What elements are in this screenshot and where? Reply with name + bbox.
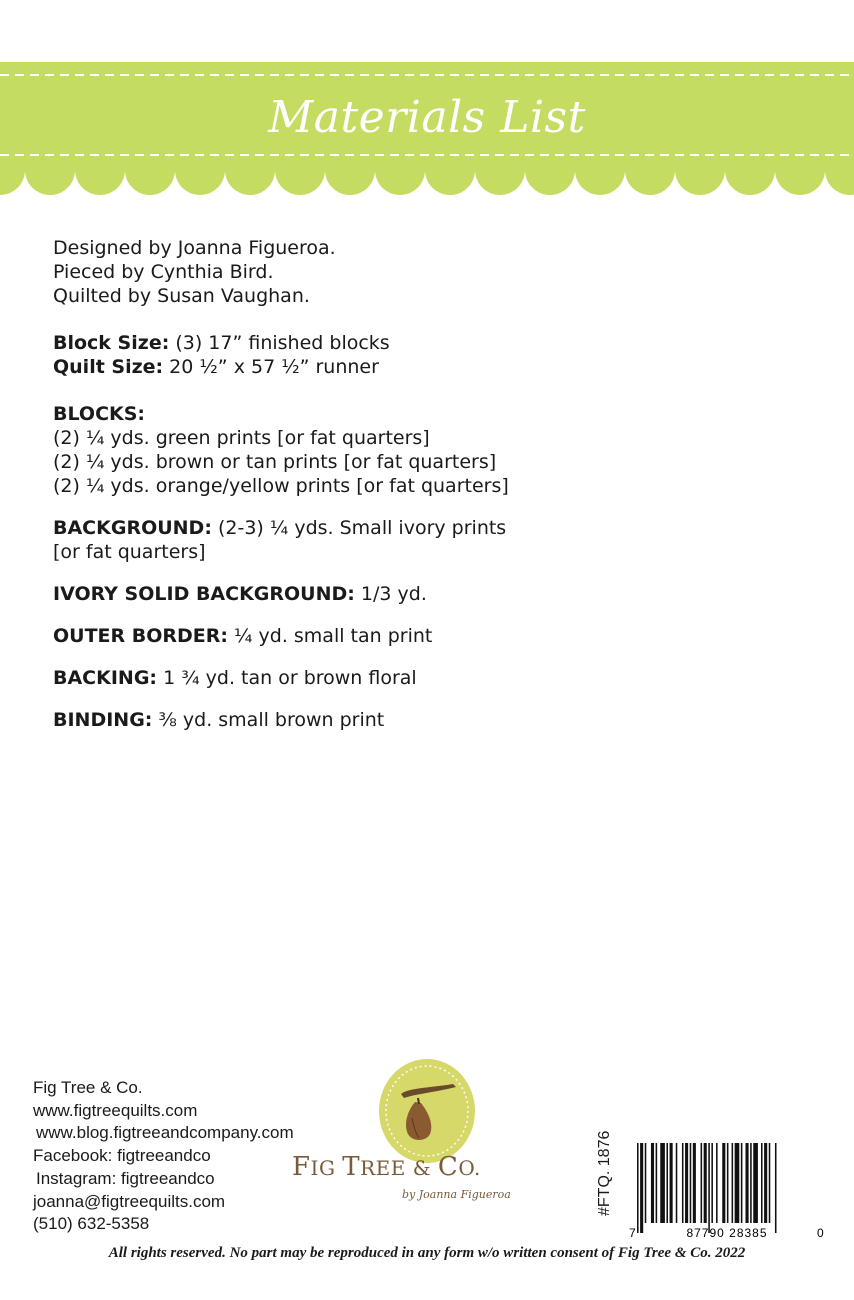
sku-code: #FTQ. 1876 — [596, 1130, 613, 1216]
barcode-bar — [716, 1143, 718, 1223]
banner-scallop — [575, 145, 625, 195]
banner-scallop — [325, 145, 375, 195]
outer-border-line — [53, 624, 813, 648]
banner-scallop — [225, 145, 275, 195]
barcode-bar — [769, 1143, 771, 1223]
website-link[interactable]: www.figtreequilts.com — [33, 1100, 198, 1120]
barcode-bar — [761, 1143, 763, 1223]
barcode-bar — [708, 1143, 710, 1233]
barcode-digits: 87790 28385 — [686, 1226, 768, 1240]
blocks-item: (2) ¼ yds. orange/yellow prints [or fat quarters] — [53, 475, 509, 497]
credit-quilter: Quilted by Susan Vaughan. — [53, 285, 310, 307]
barcode-bar — [764, 1143, 767, 1223]
ivory-label: IVORY SOLID BACKGROUND: — [53, 583, 355, 605]
ivory-value: 1/3 yd. — [354, 583, 427, 605]
banner-scallop — [625, 145, 675, 195]
barcode-bar — [637, 1143, 639, 1233]
blocks-heading — [53, 402, 813, 426]
background-line-2: [or fat quarters] — [53, 541, 206, 563]
banner-scallop — [175, 145, 225, 195]
barcode-digit-left: 7 — [629, 1226, 636, 1240]
contact-info — [33, 1077, 294, 1236]
barcode-bar — [682, 1143, 684, 1223]
blocks-item: (2) ¼ yds. green prints [or fat quarters] — [53, 427, 430, 449]
copyright-notice: All rights reserved. No part may be reproduced in any form w/o written consent of Fig Tree & Co. 2022 — [108, 1245, 746, 1261]
blog-link[interactable]: www.blog.figtreeandcompany.com — [36, 1123, 294, 1143]
page-title: Materials List — [268, 92, 586, 143]
barcode-bar — [722, 1143, 725, 1223]
outer-border-value: ¼ yd. small tan print — [228, 625, 433, 647]
background-value: (2-3) ¼ yds. Small ivory prints — [211, 517, 507, 539]
barcode-bar — [660, 1143, 665, 1223]
barcode-bar — [735, 1143, 740, 1223]
logo-wordmark — [292, 1152, 481, 1182]
banner-scallop — [725, 145, 775, 195]
barcode-bar — [775, 1143, 777, 1233]
ivory-line — [53, 582, 813, 606]
barcode-bar — [690, 1143, 692, 1223]
banner-scallop — [125, 145, 175, 195]
barcode-bar — [732, 1143, 734, 1223]
barcode-bar — [651, 1143, 654, 1223]
email-link[interactable]: joanna@figtreequilts.com — [33, 1191, 226, 1211]
quilt-size — [53, 355, 813, 379]
barcode-bar — [656, 1143, 658, 1223]
barcode-bar — [750, 1143, 752, 1223]
background-line — [53, 516, 813, 540]
company-name: Fig Tree & Co. — [33, 1078, 143, 1097]
barcode-bar — [640, 1143, 643, 1233]
barcode-bar — [711, 1143, 713, 1223]
credit-piecer: Pieced by Cynthia Bird. — [53, 261, 274, 283]
barcode-bar — [693, 1143, 696, 1223]
banner-scallop — [75, 145, 125, 195]
backing-label: BACKING: — [53, 667, 158, 689]
outer-border-label: OUTER BORDER: — [53, 625, 229, 647]
barcode-bar — [753, 1143, 758, 1223]
block-size-value: (3) 17” finished blocks — [169, 332, 390, 354]
barcode-bar — [666, 1143, 668, 1223]
logo-byline: by Joanna Figueroa — [402, 1188, 511, 1201]
blocks-heading-text: BLOCKS: — [53, 403, 146, 425]
banner-scallop — [275, 145, 325, 195]
barcode-bar — [645, 1143, 647, 1223]
binding-line — [53, 708, 813, 732]
banner-scallop — [775, 145, 825, 195]
logo-letters: REE & — [360, 1156, 438, 1180]
logo-letter: T — [342, 1152, 361, 1182]
blocks-item: (2) ¼ yds. brown or tan prints [or fat quarters] — [53, 451, 497, 473]
barcode-bar — [685, 1143, 688, 1223]
materials-content — [53, 236, 813, 732]
banner-scallop — [475, 145, 525, 195]
quilt-size-value: 20 ½” x 57 ½” runner — [163, 356, 379, 378]
binding-value: ⅜ yd. small brown print — [152, 709, 385, 731]
phone-number: (510) 632-5358 — [33, 1214, 150, 1234]
barcode-bar — [741, 1143, 743, 1223]
banner-scallop — [375, 145, 425, 195]
credit-designer: Designed by Joanna Figueroa. — [53, 237, 336, 259]
logo-letter: C — [437, 1152, 459, 1182]
barcode-bar — [704, 1143, 707, 1223]
barcode — [627, 1143, 827, 1243]
backing-line — [53, 666, 813, 690]
logo-letter: F — [292, 1152, 311, 1182]
banner-scallop — [525, 145, 575, 195]
quilt-size-label: Quilt Size: — [53, 356, 164, 378]
barcode-bar — [727, 1143, 729, 1223]
banner-scallop — [25, 145, 75, 195]
banner-scallop — [675, 145, 725, 195]
background-label: BACKGROUND: — [53, 517, 212, 539]
facebook-handle: Facebook: figtreeandco — [33, 1146, 211, 1166]
logo-letters: O. — [458, 1156, 481, 1180]
block-size-label: Block Size: — [53, 332, 170, 354]
binding-label: BINDING: — [53, 709, 153, 731]
barcode-bar — [701, 1143, 703, 1223]
instagram-handle: Instagram: figtreeandco — [36, 1168, 215, 1188]
barcode-bar — [746, 1143, 749, 1223]
barcode-bar — [676, 1143, 678, 1223]
banner-scallop — [425, 145, 475, 195]
logo-letters: IG — [310, 1156, 343, 1180]
backing-value: 1 ¾ yd. tan or brown floral — [157, 667, 417, 689]
barcode-bar — [670, 1143, 673, 1223]
block-size — [53, 331, 813, 355]
barcode-digit-right: 0 — [817, 1226, 824, 1240]
